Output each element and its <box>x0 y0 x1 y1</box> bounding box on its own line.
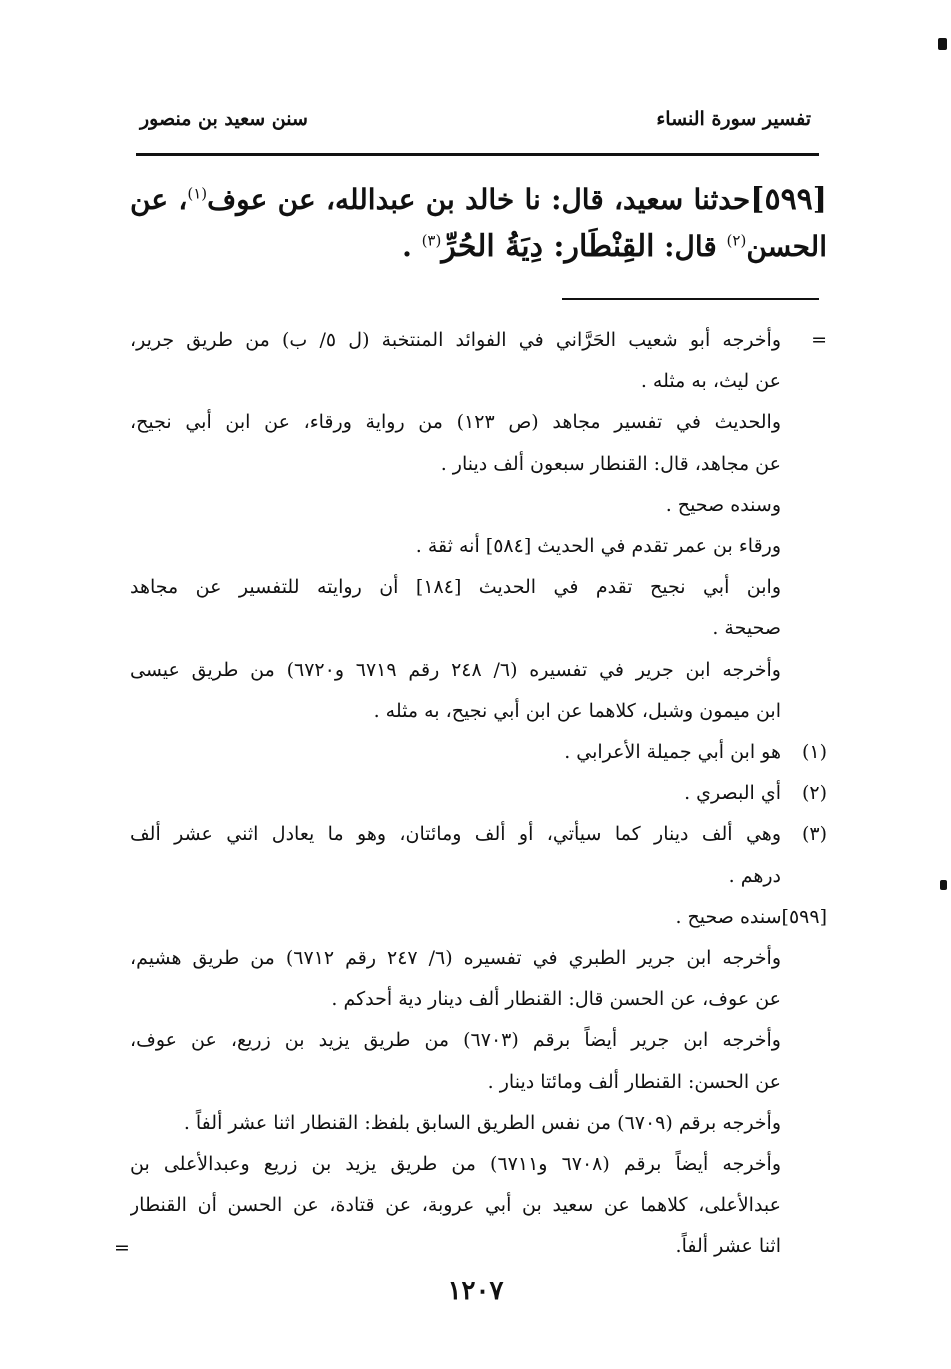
takhrij-line: عن عوف، عن الحسن قال: القنطار ألف دينار دية أحدكم . <box>331 988 781 1011</box>
hadith-number: [٥٩٩] <box>750 182 827 217</box>
hadith-qal: قال: <box>654 230 727 263</box>
continuation-mark: = <box>811 329 827 351</box>
takhrij-line: عن الحسن: القنطار ألف ومائتا دينار . <box>487 1070 781 1093</box>
hadith-line1-end: ، عن <box>130 183 188 216</box>
scan-mark <box>940 880 947 890</box>
footnote-text: هو ابن أبي جميلة الأعرابي . <box>564 740 781 763</box>
footnote-text: وهي ألف دينار كما سيأتي، أو ألف ومائتان، وهو ما يعادل اثني عشر ألف <box>130 823 781 846</box>
takhrij-heading: [٥٩٩]سنده صحيح . <box>675 905 827 928</box>
hadith-text <box>130 176 827 270</box>
running-header-right: تفسير سورة النساء <box>656 108 811 130</box>
hadith-term: القِنْطَار: دِيَةُ الحُرِّ <box>441 229 655 264</box>
takhrij-line: وأخرجه ابن جرير أيضاً برقم (٦٧٠٣) من طريق يزيد بن زريع، عن عوف، <box>130 1029 781 1052</box>
hadith-line1: حدثنا سعيد، قال: نا خالد بن عبدالله، عن عوف <box>207 183 751 216</box>
note-line: وابن أبي نجيح تقدم في الحديث [١٨٤] أن روايته للتفسير عن مجاهد <box>130 576 781 599</box>
note-line: صحيحة . <box>712 617 781 640</box>
takhrij-line: وأخرجه ابن جرير الطبري في تفسيره (٦/ ٢٤٧ رقم ٦٧١٢) من طريق هشيم، <box>130 946 781 969</box>
footnote-ref-2: (٢) <box>726 231 747 250</box>
footnote-number: (٢) <box>801 782 827 805</box>
footnotes-block <box>130 320 827 1268</box>
hadith-line2: الحسن <box>746 230 827 263</box>
footnote-ref-1: (١) <box>187 184 208 203</box>
hadith-end: . <box>402 230 422 263</box>
footnote-number: (٣) <box>801 823 827 846</box>
header-rule <box>136 153 819 156</box>
takhrij-line: وأخرجه أيضاً برقم (٦٧٠٨ و٦٧١١) من طريق يزيد بن زريع وعبدالأعلى بن <box>130 1152 781 1175</box>
note-line: وسنده صحيح . <box>665 493 781 516</box>
footnote-2 <box>130 773 827 814</box>
scan-mark <box>938 38 947 50</box>
note-line: ابن ميمون وشبل، كلاهما عن ابن أبي نجيح، به مثله . <box>373 699 781 722</box>
takhrij-line: وأخرجه برقم (٦٧٠٩) من نفس الطريق السابق بلفظ: القنطار اثنا عشر ألفاً . <box>183 1111 781 1134</box>
footnote-separator <box>562 298 819 300</box>
footnote-3-cont: درهم . <box>728 864 781 887</box>
footnote-number: (١) <box>801 740 827 763</box>
running-header-left: سنن سعيد بن منصور <box>140 108 308 130</box>
takhrij-line: اثنا عشر ألفاً. <box>675 1235 781 1258</box>
footnote-ref-3: (٣) <box>421 231 442 250</box>
note-line: وأخرجه أبو شعيب الحَرَّاني في الفوائد المنتخبة (ل ٥/ ب) من طريق جرير، <box>130 329 782 351</box>
note-line: والحديث في تفسير مجاهد (ص ١٢٣) من رواية ورقاء، عن ابن أبي نجيح، <box>130 411 782 434</box>
takhrij-line: عبدالأعلى، كلاهما عن سعيد بن أبي عروبة، عن قتادة، عن الحسن أن القنطار <box>130 1194 781 1217</box>
footnote-1 <box>130 732 827 773</box>
page-number: ١٢٠٧ <box>447 1276 504 1306</box>
continuation-mark-end: = <box>114 1237 130 1259</box>
footnote-text: أي البصري . <box>684 782 781 805</box>
footnote-3 <box>130 814 827 855</box>
note-line: عن مجاهد، قال: القنطار سبعون ألف دينار . <box>440 452 781 475</box>
note-line: ورقاء بن عمر تقدم في الحديث [٥٨٤] أنه ثقة . <box>415 534 781 557</box>
note-line: عن ليث، به مثله . <box>640 370 781 393</box>
note-line: وأخرجه ابن جرير في تفسيره (٦/ ٢٤٨ رقم ٦٧١٩ و٦٧٢٠) من طريق عيسى <box>130 658 781 681</box>
